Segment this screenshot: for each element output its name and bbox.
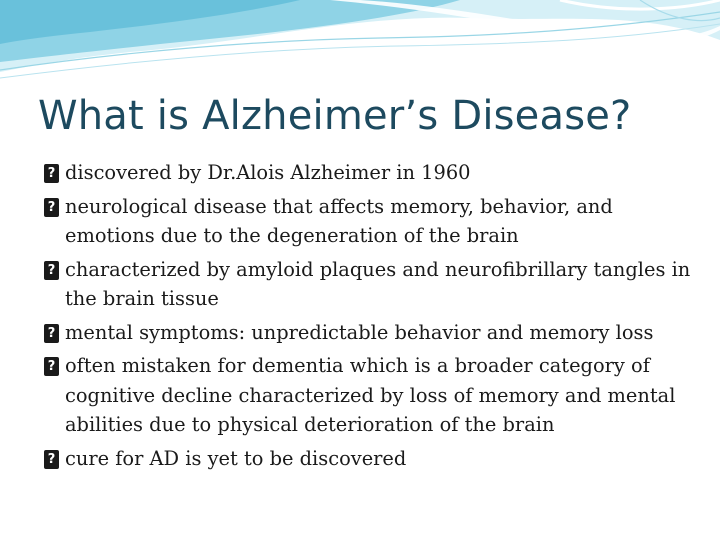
bullet-item [44, 255, 704, 314]
bullet-marker-icon: ? [44, 261, 59, 280]
bullet-text: discovered by Dr.Alois Alzheimer in 1960 [65, 161, 471, 184]
bullet-marker-icon: ? [44, 324, 59, 343]
bullet-list [44, 158, 704, 477]
bullet-text: characterized by amyloid plaques and neurofibrillary tangles in the brain tissue [65, 257, 691, 310]
bullet-marker-icon: ? [44, 164, 59, 183]
slide-title: What is Alzheimer’s Disease? [38, 93, 632, 139]
bullet-marker-icon: ? [44, 357, 59, 376]
bullet-text: neurological disease that affects memory, behavior, and emotions due to the degeneration of the brain [65, 194, 613, 247]
bullet-item [44, 351, 704, 440]
bullet-marker-icon: ? [44, 450, 59, 469]
bullet-text: cure for AD is yet to be discovered [65, 446, 407, 470]
bullet-marker-icon: ? [44, 198, 59, 217]
bullet-item [44, 158, 704, 188]
bullet-item [44, 318, 704, 348]
bullet-text: often mistaken for dementia which is a broader category of cognitive decline characterized by loss of memory and mental abilities due to physical deterioration of the brain [65, 354, 676, 436]
bullet-text: mental symptoms: unpredictable behavior and memory loss [65, 320, 654, 344]
header-wave-decoration [0, 0, 720, 90]
bullet-item [44, 444, 704, 474]
bullet-item [44, 192, 704, 251]
